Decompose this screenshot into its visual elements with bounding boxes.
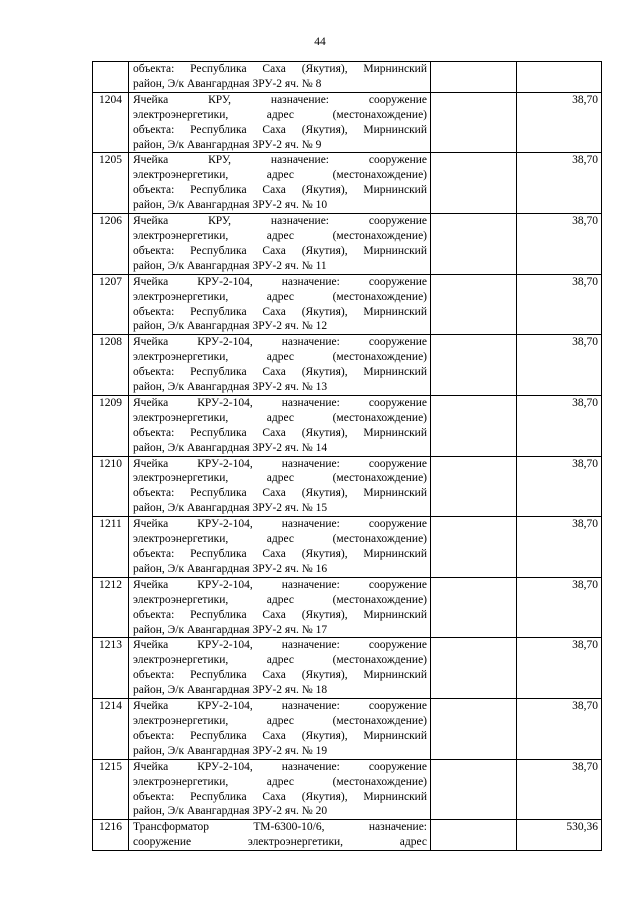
description-line: электроэнергетики, адрес (местонахождение) — [133, 169, 427, 182]
description-line: район, Э/к Авангардная ЗРУ-2 яч. № 10 — [133, 199, 328, 212]
empty-cell — [431, 638, 517, 699]
description-line: район, Э/к Авангардная ЗРУ-2 яч. № 12 — [133, 320, 328, 333]
empty-cell — [431, 699, 517, 760]
description-line: сооружение электроэнергетики, адрес — [133, 836, 427, 849]
description-line: район, Э/к Авангардная ЗРУ-2 яч. № 8 — [133, 77, 322, 90]
row-description — [129, 456, 431, 517]
description-line: объекта: Республика Саха (Якутия), Мирнинский — [133, 426, 427, 439]
description-line: район, Э/к Авангардная ЗРУ-2 яч. № 20 — [133, 805, 328, 818]
description-line: объекта: Республика Саха (Якутия), Мирнинский — [133, 487, 427, 500]
empty-cell — [431, 214, 517, 275]
registry-table — [92, 61, 602, 851]
table-row — [93, 214, 602, 275]
table-row — [93, 395, 602, 456]
description-line: Ячейка КРУ, назначение: сооружение — [133, 154, 427, 167]
row-number: 1209 — [93, 395, 129, 456]
row-value: 38,70 — [517, 517, 602, 578]
row-description — [129, 274, 431, 335]
row-value: 38,70 — [517, 274, 602, 335]
description-line: объекта: Республика Саха (Якутия), Мирнинский — [133, 63, 427, 75]
row-number: 1204 — [93, 92, 129, 153]
empty-cell — [431, 456, 517, 517]
description-line: электроэнергетики, адрес (местонахождение) — [133, 714, 427, 727]
table-row — [93, 759, 602, 820]
row-value — [517, 62, 602, 93]
description-line: Ячейка КРУ-2-104, назначение: сооружение — [133, 275, 427, 288]
empty-cell — [431, 577, 517, 638]
table-row — [93, 577, 602, 638]
description-line: электроэнергетики, адрес (местонахождение) — [133, 351, 427, 364]
row-number: 1214 — [93, 699, 129, 760]
row-number: 1208 — [93, 335, 129, 396]
description-line: электроэнергетики, адрес (местонахождение) — [133, 775, 427, 788]
description-line: электроэнергетики, адрес (местонахождение) — [133, 229, 427, 242]
empty-cell — [431, 92, 517, 153]
row-description — [129, 699, 431, 760]
table-row — [93, 335, 602, 396]
row-number: 1210 — [93, 456, 129, 517]
row-number: 1213 — [93, 638, 129, 699]
description-line: район, Э/к Авангардная ЗРУ-2 яч. № 18 — [133, 684, 328, 697]
description-line: электроэнергетики, адрес (местонахождение) — [133, 654, 427, 667]
table-row — [93, 62, 602, 93]
description-line: объекта: Республика Саха (Якутия), Мирнинский — [133, 244, 427, 257]
table-row — [93, 820, 602, 851]
description-line: Ячейка КРУ, назначение: сооружение — [133, 93, 427, 106]
table-row — [93, 638, 602, 699]
row-value: 38,70 — [517, 638, 602, 699]
row-description — [129, 335, 431, 396]
description-line: объекта: Республика Саха (Якутия), Мирнинский — [133, 305, 427, 318]
description-line: район, Э/к Авангардная ЗРУ-2 яч. № 11 — [133, 259, 327, 272]
description-line: электроэнергетики, адрес (местонахождение) — [133, 290, 427, 303]
row-number: 1211 — [93, 517, 129, 578]
registry-table-body — [93, 62, 602, 851]
row-description — [129, 638, 431, 699]
description-line: Ячейка КРУ, назначение: сооружение — [133, 215, 427, 228]
page-number: 44 — [314, 36, 326, 48]
row-value: 38,70 — [517, 699, 602, 760]
row-value: 38,70 — [517, 577, 602, 638]
row-value: 38,70 — [517, 153, 602, 214]
description-line: Ячейка КРУ-2-104, назначение: сооружение — [133, 518, 427, 531]
empty-cell — [431, 395, 517, 456]
table-row — [93, 153, 602, 214]
description-line: электроэнергетики, адрес (местонахождение) — [133, 411, 427, 424]
description-line: объекта: Республика Саха (Якутия), Мирнинский — [133, 548, 427, 560]
row-number: 1215 — [93, 759, 129, 820]
row-value: 38,70 — [517, 92, 602, 153]
row-number: 1206 — [93, 214, 129, 275]
row-value: 38,70 — [517, 335, 602, 396]
description-line: район, Э/к Авангардная ЗРУ-2 яч. № 15 — [133, 502, 328, 515]
description-line: объекта: Республика Саха (Якутия), Мирнинский — [133, 123, 427, 136]
description-line: Ячейка КРУ-2-104, назначение: сооружение — [133, 578, 427, 591]
table-row — [93, 699, 602, 760]
description-line: электроэнергетики, адрес (местонахождение) — [133, 533, 427, 546]
row-value: 38,70 — [517, 214, 602, 275]
table-row — [93, 92, 602, 153]
description-line: объекта: Республика Саха (Якутия), Мирнинский — [133, 608, 427, 621]
row-number: 1212 — [93, 577, 129, 638]
description-line: район, Э/к Авангардная ЗРУ-2 яч. № 19 — [133, 744, 328, 757]
description-line: электроэнергетики, адрес (местонахождение) — [133, 472, 427, 485]
row-number — [93, 62, 129, 93]
empty-cell — [431, 274, 517, 335]
row-number: 1205 — [93, 153, 129, 214]
row-description — [129, 820, 431, 851]
empty-cell — [431, 759, 517, 820]
row-number: 1207 — [93, 274, 129, 335]
row-value: 530,36 — [517, 820, 602, 851]
description-line: электроэнергетики, адрес (местонахождение) — [133, 108, 427, 121]
description-line: район, Э/к Авангардная ЗРУ-2 яч. № 14 — [133, 441, 328, 454]
empty-cell — [431, 62, 517, 93]
row-description — [129, 759, 431, 820]
description-line: Ячейка КРУ-2-104, назначение: сооружение — [133, 639, 427, 652]
description-line: Ячейка КРУ-2-104, назначение: сооружение — [133, 760, 427, 773]
row-description — [129, 577, 431, 638]
description-line: Трансформатор ТМ-6300-10/6, назначение: — [133, 821, 427, 834]
description-line: объекта: Республика Саха (Якутия), Мирнинский — [133, 729, 427, 742]
description-line: район, Э/к Авангардная ЗРУ-2 яч. № 13 — [133, 381, 328, 394]
description-line: Ячейка КРУ-2-104, назначение: сооружение — [133, 457, 427, 470]
row-description — [129, 153, 431, 214]
description-line: объекта: Республика Саха (Якутия), Мирнинский — [133, 790, 427, 803]
description-line: Ячейка КРУ-2-104, назначение: сооружение — [133, 336, 427, 349]
description-line: район, Э/к Авангардная ЗРУ-2 яч. № 17 — [133, 623, 328, 636]
description-line: Ячейка КРУ-2-104, назначение: сооружение — [133, 396, 427, 409]
empty-cell — [431, 820, 517, 851]
description-line: объекта: Республика Саха (Якутия), Мирнинский — [133, 184, 427, 197]
row-value: 38,70 — [517, 456, 602, 517]
row-value: 38,70 — [517, 759, 602, 820]
table-row — [93, 517, 602, 578]
description-line: Ячейка КРУ-2-104, назначение: сооружение — [133, 700, 427, 713]
table-row — [93, 274, 602, 335]
row-value: 38,70 — [517, 395, 602, 456]
description-line: район, Э/к Авангардная ЗРУ-2 яч. № 9 — [133, 138, 322, 151]
table-row — [93, 456, 602, 517]
description-line: объекта: Республика Саха (Якутия), Мирнинский — [133, 366, 427, 379]
row-description — [129, 92, 431, 153]
empty-cell — [431, 335, 517, 396]
row-description — [129, 517, 431, 578]
empty-cell — [431, 517, 517, 578]
empty-cell — [431, 153, 517, 214]
row-description — [129, 214, 431, 275]
row-description — [129, 395, 431, 456]
description-line: электроэнергетики, адрес (местонахождение) — [133, 593, 427, 606]
row-number: 1216 — [93, 820, 129, 851]
description-line: район, Э/к Авангардная ЗРУ-2 яч. № 16 — [133, 562, 328, 575]
description-line: объекта: Республика Саха (Якутия), Мирнинский — [133, 669, 427, 682]
row-description — [129, 62, 431, 93]
